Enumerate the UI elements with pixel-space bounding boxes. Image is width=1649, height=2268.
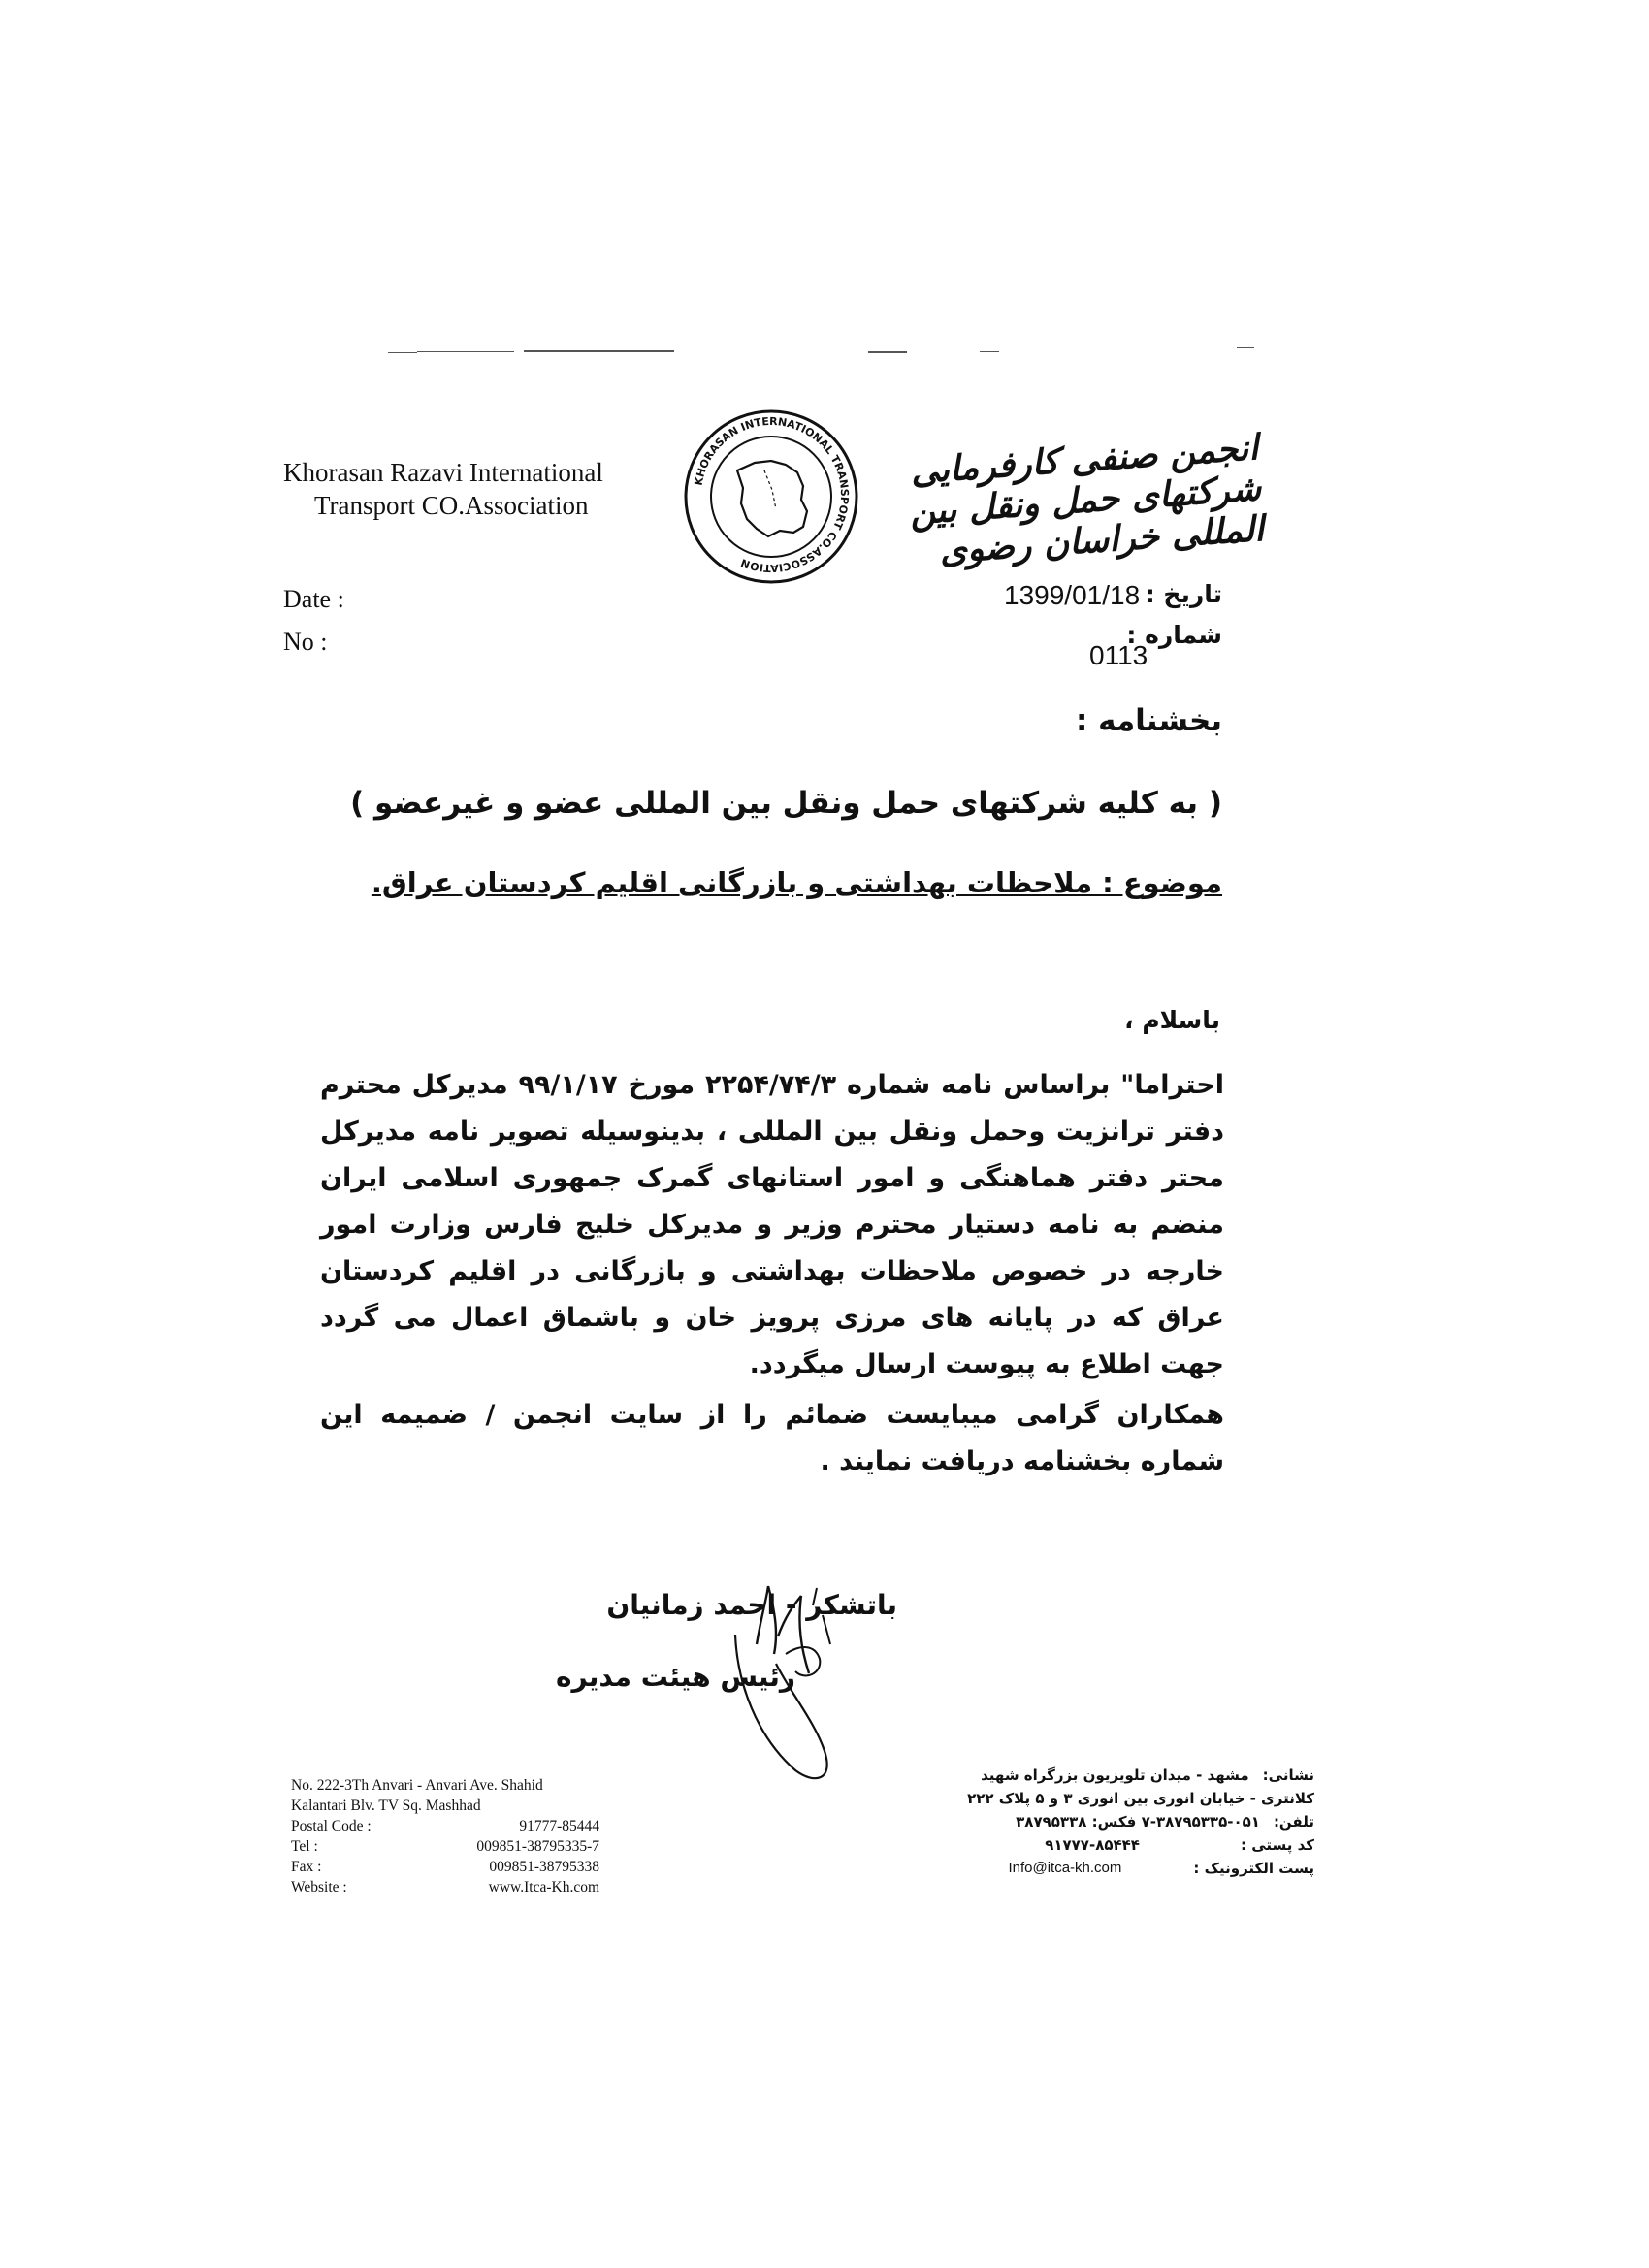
footer-fa-email-value: Info@itca-kh.com [1008, 1860, 1122, 1876]
letter-greeting: باسلام ، [1124, 1006, 1220, 1034]
body-paragraph-2: همکاران گرامی میبایست ضمائم را از سایت انجمن / ضمیمه این شماره بخشنامه دریافت نمایند . [320, 1400, 1224, 1476]
letter-body [320, 1062, 1224, 1485]
date-label-fa: تاریخ : [1145, 580, 1222, 608]
seal-emblem-icon [679, 403, 863, 592]
org-name-en [283, 456, 671, 522]
footer-fa-phone-row [955, 1810, 1314, 1833]
footer-fax-value: 009851-38795338 [489, 1859, 599, 1875]
letter-heading: بخشنامه : [1075, 703, 1222, 738]
footer-fa-postal-row [955, 1833, 1314, 1857]
footer-postal-value: 91777-85444 [519, 1818, 599, 1834]
org-name-en-line2: Transport CO.Association [314, 491, 589, 520]
footer-contact-en [291, 1775, 611, 1897]
seal-text: KHORASAN INTERNATIONAL TRANSPORT CO.ASSOCIATION [692, 414, 852, 575]
footer-fa-email-label: پست الکترونیک : [1193, 1860, 1314, 1877]
no-label-fa: شماره : [1126, 621, 1222, 649]
letter-recipients: ( به کلیه شرکتهای حمل ونقل بین المللی عضو و غیرعضو ) [350, 786, 1222, 821]
body-paragraph-1: احتراما" براساس نامه شماره ۲۲۵۴/۷۴/۳ مورخ ۹۹/۱/۱۷ مدیرکل محترم دفتر ترانزیت وحمل ونقل بین المللی ، بدینوسیله تصویر نامه مدیرکل محتر دفتر هماهنگی و امور استانهای گمرک جمهوری اسلامی ایران منضم به نامه دستیار محترم وزیر و مدیرکل خلیج فارس وزارت امور خارجه در خصوص ملاحظات بهداشتی و بازرگانی در اقلیم کردستان عراق که در پایانه های مرزی پرویز خان و باشماق اعمال می گردد جهت اطلاع به پیوست ارسال میگردد. [320, 1070, 1224, 1379]
footer-postal-row [291, 1816, 611, 1836]
org-name-fa: انجمن صنفی کارفرمایی شرکتهای حمل ونقل بین المللی خراسان رضوی [908, 427, 1266, 572]
date-label-en: Date : [283, 585, 344, 613]
footer-fax-label: Fax : [291, 1859, 322, 1875]
svg-text:KHORASAN INTERNATIONAL TRANSPO [693, 415, 851, 574]
footer-tel-row [291, 1836, 611, 1857]
signature-line-2: رئیس هیئت مدیره [555, 1661, 795, 1693]
footer-fa-address-row [955, 1764, 1314, 1787]
scan-line [388, 352, 417, 353]
footer-postal-label: Postal Code : [291, 1818, 372, 1834]
signature-line-1: باتشکر - احمد زمانیان [606, 1589, 897, 1621]
footer-address-en-line2: Kalantari Blv. TV Sq. Mashhad [291, 1798, 481, 1814]
footer-fax-row [291, 1857, 611, 1877]
scan-line [868, 351, 907, 353]
footer-fa-phone-value: ۷-۳۸۷۹۵۳۳۵-۰۵۱ فکس: ۳۸۷۹۵۳۳۸ [1016, 1813, 1260, 1831]
handwritten-signature-icon [708, 1576, 863, 1809]
no-label-en: No : [283, 628, 328, 656]
footer-fa-address-label: نشانی: [1262, 1766, 1314, 1784]
footer-website-row [291, 1877, 611, 1897]
footer-address-en-line1: No. 222-3Th Anvari - Anvari Ave. Shahid [291, 1777, 543, 1794]
scan-line [980, 351, 999, 352]
footer-fa-phone-label: تلفن: [1273, 1813, 1314, 1831]
scan-line [524, 350, 674, 352]
org-name-en-line1: Khorasan Razavi International [283, 458, 603, 487]
footer-tel-label: Tel : [291, 1838, 318, 1855]
footer-fa-postal-value: ۹۱۷۷۷-۸۵۴۴۴ [1045, 1836, 1140, 1854]
scan-line [417, 351, 514, 352]
footer-fa-address-line1: مشهد - میدان تلویزیون بزرگراه شهید [981, 1766, 1249, 1784]
footer-contact-fa [955, 1764, 1314, 1880]
footer-fa-email-row [955, 1857, 1314, 1880]
footer-website-label: Website : [291, 1879, 347, 1895]
footer-fa-address-line2: کلانتری - خیابان انوری بین انوری ۳ و ۵ پلاک ۲۲۲ [967, 1790, 1314, 1807]
footer-website-value: www.Itca-Kh.com [488, 1879, 599, 1895]
no-value: 0113 [1089, 640, 1148, 670]
footer-tel-value: 009851-38795335-7 [476, 1838, 599, 1855]
date-value: 1399/01/18 [1004, 580, 1141, 610]
footer-fa-postal-label: کد پستی : [1240, 1836, 1314, 1854]
scan-line [1237, 347, 1254, 348]
letter-subject: موضوع : ملاحظات بهداشتی و بازرگانی اقلیم کردستان عراق. [371, 866, 1222, 899]
